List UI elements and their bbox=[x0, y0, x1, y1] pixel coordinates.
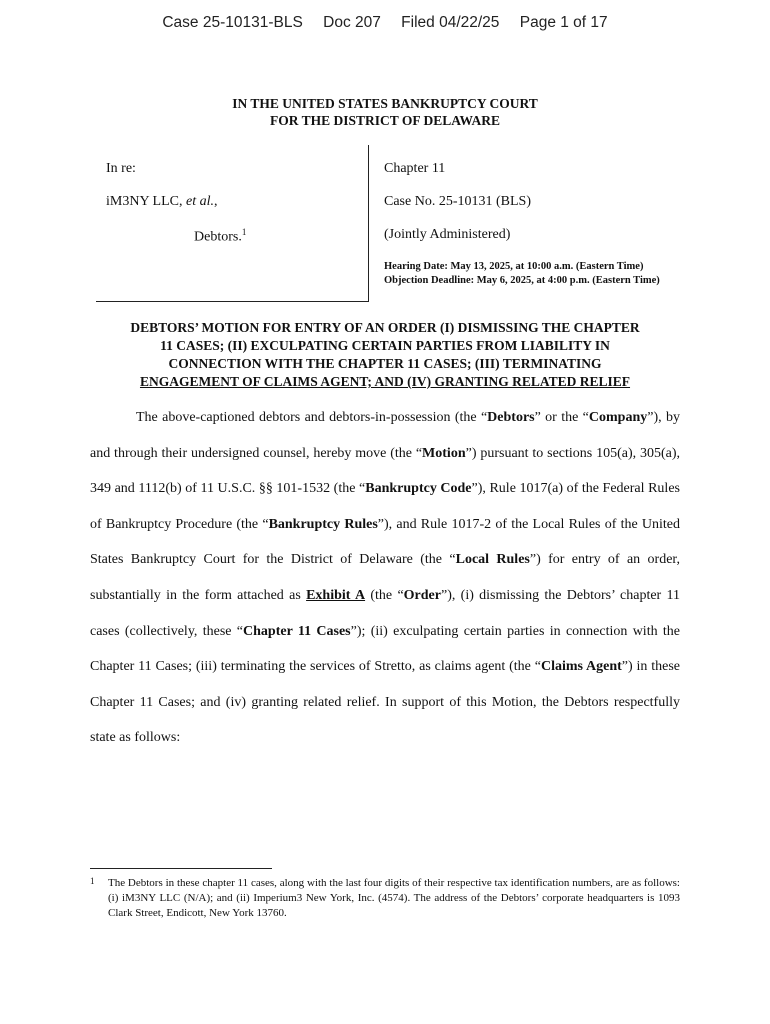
motion-body bbox=[90, 400, 680, 756]
chapter-label: Chapter 11 bbox=[384, 161, 446, 176]
court-title bbox=[0, 95, 770, 129]
footnote-divider bbox=[90, 868, 272, 869]
exhibit-a-reference: Exhibit A bbox=[306, 587, 366, 603]
jointly-administered: (Jointly Administered) bbox=[384, 227, 511, 242]
case-number-stamp: Case 25-10131-BLS bbox=[162, 14, 303, 31]
footnote-reference: 1 bbox=[241, 227, 247, 237]
doc-number-stamp: Doc 207 bbox=[323, 14, 381, 31]
case-number: Case No. 25-10131 (BLS) bbox=[384, 194, 531, 209]
footnote-text: The Debtors in these chapter 11 cases, along with the last four digits of their respective tax identification numbers, are as follows: (i) iM3NY LLC (N/A); and (ii) Imperium3 New York, Inc. (4574). The address of the Debtors’ corporate headquarters is 1093 Clark Street, Endicott, New York 13760. bbox=[108, 877, 680, 919]
court-title-line2: FOR THE DISTRICT OF DELAWARE bbox=[269, 113, 501, 128]
debtor-name: iM3NY LLC, et al., bbox=[106, 194, 218, 209]
filed-date-stamp: Filed 04/22/25 bbox=[401, 14, 500, 31]
footnote bbox=[90, 876, 680, 921]
case-caption bbox=[96, 145, 690, 303]
in-re-label: In re: bbox=[106, 161, 136, 176]
objection-deadline: Objection Deadline: May 6, 2025, at 4:00 p.m. (Eastern Time) bbox=[384, 275, 660, 286]
court-title-line1: IN THE UNITED STATES BANKRUPTCY COURT bbox=[232, 96, 538, 111]
hearing-date: Hearing Date: May 13, 2025, at 10:00 a.m. (Eastern Time) bbox=[384, 261, 644, 272]
footnote-number: 1 bbox=[90, 876, 95, 886]
motion-title: DEBTORS’ MOTION FOR ENTRY OF AN ORDER (I) DISMISSING THE CHAPTER 11 CASES; (II) EXCULPATING CERTAIN PARTIES FROM LIABILITY IN CONNECTION WITH THE CHAPTER 11 CASES; (III) TERMINATING ENGAGEMENT OF CLAIMS AGENT; AND (IV) GRANTING RELATED RELIEF bbox=[130, 320, 640, 389]
filing-header bbox=[0, 14, 770, 32]
caption-left-box bbox=[96, 145, 369, 302]
debtors-label: Debtors.$^1$ bbox=[194, 227, 247, 245]
intro-paragraph: The above-captioned debtors and debtors-in-possession (the “Debtors” or the “Company”), by and through their undersigned counsel, hereby move (the “Motion”) pursuant to sections 105(a), 305(a), 349 and 1112(b) of 11 U.S.C. §§ 101-1532 (the “Bankruptcy Code”), Rule 1017(a) of the Federal Rules of Bankruptcy Procedure (the “Bankruptcy Rules”), and Rule 1017-2 of the Local Rules of the United States Bankruptcy Court for the District of Delaware (the “Local Rules”) for entry of an order, substantially in the form attached as Exhibit A (the “Order”), (i) dismissing the Debtors’ chapter 11 cases (collectively, these “Chapter 11 Cases”); (ii) exculpating certain parties in connection with the Chapter 11 Cases; (iii) terminating the services of Stretto, as claims agent (the “Claims Agent”) in these Chapter 11 Cases; and (iv) granting related relief. In support of this Motion, the Debtors respectfully state as follows: bbox=[90, 410, 681, 746]
page-count-stamp: Page 1 of 17 bbox=[519, 14, 608, 31]
